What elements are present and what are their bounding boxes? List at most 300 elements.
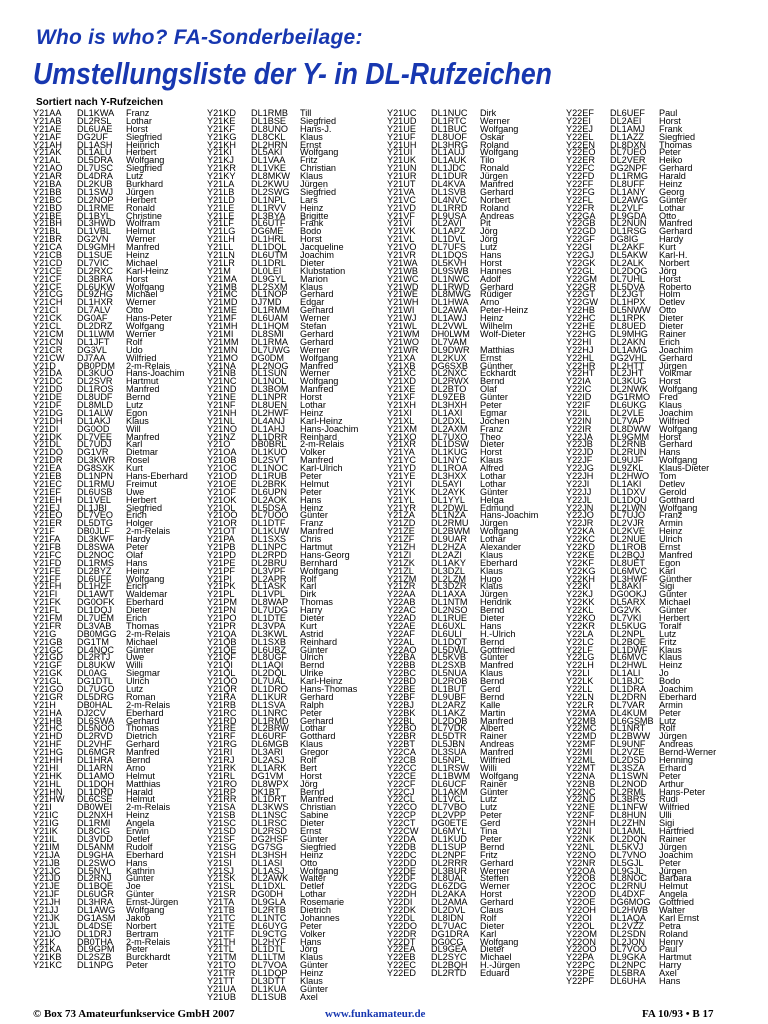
y-callsign: Y21SH [207,849,236,860]
operator-name: Andreas [480,739,514,750]
y-callsign: Y21MD [207,297,238,308]
y-callsign: Y22CO [387,802,417,813]
y-callsign: Y21PR [207,620,236,631]
dl-callsign: DL3DTT [251,975,286,986]
dl-callsign: DL8UKW [77,660,116,671]
dl-callsign: DL1DTL [251,944,285,955]
y-callsign: Y21KJ [207,155,234,166]
y-callsign: Y21RF [207,731,236,742]
dl-callsign: DG0DM [251,352,284,363]
y-callsign: Y21LA [207,179,235,190]
y-callsign: Y22DL [387,912,415,923]
operator-name: Holger [126,518,153,529]
y-callsign: Y21SJ [207,865,234,876]
operator-name: Petra [659,920,681,931]
dl-callsign: DL8MLD [77,399,114,410]
y-callsign: Y21FL [33,605,60,616]
operator-name: Manfred [300,455,334,466]
operator-name: Gerhard [300,305,334,316]
operator-name: Harald [126,786,153,797]
y-callsign: Y21KF [207,123,235,134]
operator-name: Willi [480,762,497,773]
y-callsign: Y21KA [33,944,62,955]
operator-name: Roberto [659,281,692,292]
operator-name: Ernst [480,352,502,363]
dl-callsign: DG0DH [251,889,283,900]
dl-callsign: DL5DRA [77,155,114,166]
dl-callsign: DL9GMM [610,431,650,442]
y-callsign: Y21BA [33,179,62,190]
dl-callsign: DL1HRA [77,755,114,766]
operator-name: Axel [659,968,677,979]
dl-callsign: DL8DXN [610,139,647,150]
dl-callsign: DL5DTG [77,518,114,529]
dl-callsign: DL7VAR [610,699,645,710]
y-callsign: Y22KL [566,605,594,616]
dl-callsign: DL2NPL [610,628,645,639]
y-callsign: Y21WC [387,273,419,284]
operator-name: Alexander [480,541,522,552]
operator-name: Hans [480,620,502,631]
y-callsign: Y21ZD [387,518,416,529]
y-callsign: Y21KH [207,139,236,150]
operator-name: Franz [480,423,504,434]
y-callsign: Y21CK [33,313,62,324]
dl-callsign: DL3KUG [610,376,647,387]
operator-name: Manfred [126,384,160,395]
operator-name: Klaus [480,455,503,466]
y-callsign: Y22LF [566,644,593,655]
operator-name: Bernd-Werner [659,747,717,758]
operator-name: Klaus-Dieter [659,463,710,474]
dl-callsign: DL2SXM [251,281,288,292]
operator-name: Klaus [300,171,323,182]
y-callsign: Y22IN [566,415,592,426]
y-callsign: Y22GW [566,297,598,308]
dl-callsign: DL1RMB [251,108,289,118]
dl-callsign: DL1BUT [431,684,466,695]
y-callsign: Y22GF [566,234,595,245]
y-callsign: Y21KB [33,952,62,963]
y-callsign: Y22IL [566,407,590,418]
y-callsign: Y21MI [207,328,234,339]
dl-callsign: DL7UDG [251,605,289,616]
operator-name: Lars [300,194,318,205]
y-callsign: Y21RL [207,770,235,781]
dl-callsign: DL8SWA [77,541,115,552]
y-callsign: Y22JG [566,463,594,474]
dl-callsign: DG1RMO [610,392,651,403]
dl-callsign: DL2SVT [251,455,286,466]
operator-name: Klaus [126,415,149,426]
operator-name: Karl-Heinz [300,415,343,426]
dl-callsign: DL1NPR [251,392,288,403]
dl-callsign: DL8UDF [77,392,113,403]
operator-name: Werner [480,865,510,876]
y-callsign: Y21JF [33,889,60,900]
dl-callsign: DG3VL [77,344,107,355]
operator-name: Uwe [126,486,145,497]
y-callsign: Y21QE [207,644,237,655]
operator-name: Heiko [659,155,683,166]
y-callsign: Y21CL [33,321,61,332]
y-callsign: Y21AO [33,163,63,174]
operator-name: Manfred [300,794,334,805]
operator-name: Karl-Ulrich [300,463,343,474]
operator-name: Frank [659,123,683,134]
y-callsign: Y21KG [207,131,237,142]
y-callsign: Y21HN [33,786,63,797]
dl-callsign: DL2KVE [610,526,645,537]
y-callsign: Y21UC [387,108,417,118]
operator-name: 2-m-Relais [126,699,171,710]
dl-callsign: DL7VOA [251,960,288,971]
operator-name: Eberhard [659,691,697,702]
y-callsign: Y22HB [566,305,595,316]
operator-name: Jürgen [659,360,687,371]
dl-callsign: DL2RVD [77,731,113,742]
y-callsign: Y21NE [207,392,236,403]
operator-name: Waldemar [126,589,168,600]
dl-callsign: DL1RRD [431,202,468,213]
operator-name: Bernd [126,755,151,766]
operator-name: Gerhard [480,281,514,292]
y-callsign: Y22GT [566,289,595,300]
operator-name: Angela [659,889,688,900]
dl-callsign: DL9CTG [251,928,288,939]
y-callsign: Y22KK [566,597,595,608]
dl-callsign: DL1NTM [431,597,468,608]
operator-name: Lutz [480,242,498,253]
dl-callsign: DL1NRT [610,723,646,734]
dl-callsign: DL1SUN [251,368,288,379]
operator-name: Günter [659,605,687,616]
operator-name: Hartmut [659,952,692,963]
y-callsign: Y22DE [387,865,416,876]
y-callsign: Y22FG [566,186,595,197]
dl-callsign: DL6UKW [77,281,116,292]
operator-name: Roman [126,691,156,702]
y-callsign: Y21VK [387,226,416,237]
operator-name: Manfred [659,218,693,229]
y-callsign: Y21GL [33,676,62,687]
dl-callsign: DL6MGB [251,739,289,750]
operator-name: Volkmar [659,368,692,379]
dl-callsign: DL1AKJ [77,415,111,426]
operator-name: Werner [480,881,510,892]
operator-name: Wolfgang [300,352,339,363]
y-callsign: Y21VC [387,194,416,205]
y-callsign: Y21VA [387,186,415,197]
operator-name: Hans-Joachim [480,510,539,521]
operator-name: Horst [659,273,681,284]
dl-callsign: DL5NOO [77,723,115,734]
y-callsign: Y22AO [387,644,417,655]
dl-callsign: DL2RPD [251,549,288,560]
operator-name: Lothar [659,202,685,213]
operator-name: Ulrike [300,668,324,679]
y-callsign: Y21NA [207,360,236,371]
operator-name: Wolfgang [480,147,519,158]
dl-callsign: DL6UHA [610,975,647,986]
y-callsign: Y21I [33,802,52,813]
y-callsign: Y22CP [387,810,416,821]
operator-name: Martin [480,707,506,718]
dl-callsign: DL1YYL [431,494,465,505]
dl-callsign: DL5NPL [431,755,466,766]
y-callsign: Y22CC [387,762,417,773]
dl-callsign: DL2DWL [431,502,469,513]
y-callsign: Y22CT [387,818,416,829]
y-callsign: Y21TH [207,936,236,947]
y-callsign: Y21HH [33,755,63,766]
dl-callsign: DL2ZHN [610,818,646,829]
y-callsign: Y22DH [387,889,417,900]
y-callsign: Y21SG [207,841,237,852]
operator-name: Hardy [126,534,151,545]
y-callsign: Y22NH [566,818,596,829]
dl-callsign: DL1ROS [77,384,114,395]
y-callsign: Y22LI [566,668,590,679]
operator-name: Axel [300,991,318,1002]
operator-name: Günter [480,652,508,663]
y-callsign: Y21TT [207,975,235,986]
dl-callsign: DL2JHT [610,368,644,379]
y-callsign: Y21DE [33,392,62,403]
dl-callsign: DL2RSL [77,115,112,126]
dl-callsign: DL1RMA [251,336,289,347]
dl-callsign: DL6ULI [431,628,462,639]
dl-callsign: DL2BQH [431,960,468,971]
operator-name: Peter [659,770,681,781]
y-callsign: Y22LN [566,691,594,702]
dl-callsign: DL2DXL [431,415,466,426]
y-callsign: Y21TE [207,920,235,931]
y-callsign: Y21MM [207,336,239,347]
operator-name: Rosemarie [300,897,345,908]
y-callsign: Y21SD [207,826,236,837]
operator-name: Peter [300,470,322,481]
y-callsign: Y22KC [566,534,595,545]
dl-callsign: DG2NPF [610,163,648,174]
y-callsign: Y21OO [207,510,238,521]
y-callsign: Y21IC [33,810,59,821]
operator-name: Klaus [480,581,503,592]
operator-name: Egmar [480,407,507,418]
dl-callsign: DL1JDC [431,163,466,174]
dl-callsign: DL5DSA [251,502,287,513]
operator-name: Rudolf [126,841,153,852]
dl-callsign: DL2NOP [77,194,114,205]
dl-callsign: DL9GLA [251,897,286,908]
dl-callsign: DL2NPC [610,960,647,971]
footer-url-link[interactable]: www.funkamateur.de [325,1008,426,1020]
operator-name: Gerhard [480,186,514,197]
y-callsign: Y21CW [33,352,65,363]
dl-callsign: DL1NSC [251,810,288,821]
dl-callsign: DL5BRA [610,968,646,979]
dl-callsign: DL2LWN [610,502,647,513]
operator-name: Lothar [126,115,152,126]
dl-callsign: DL1SWN [610,770,649,781]
dl-callsign: DL2NOC [77,549,115,560]
y-callsign: Y21DO [33,447,63,458]
y-callsign: Y21CF [33,281,62,292]
y-callsign: Y22GB [566,218,596,229]
y-callsign: Y22JB [566,439,593,450]
operator-name: Sabine [300,810,329,821]
y-callsign: Y22OD [566,889,596,900]
dl-callsign: DL3SZA [610,762,645,773]
y-callsign: Y21MC [207,289,238,300]
dl-callsign: DL1DRJ [77,928,112,939]
operator-name: Christian [300,802,337,813]
operator-name: Wolfgang [300,865,339,876]
y-callsign: Y21OC [207,463,237,474]
dl-callsign: DL1AXI [431,407,463,418]
operator-name: Hans-Eberhard [126,470,188,481]
operator-name: Gerd [480,818,501,829]
dl-callsign: DG2VHL [610,352,647,363]
dl-callsign: DL8WPX [251,778,289,789]
dl-callsign: DL1NPL [251,194,286,205]
y-callsign: Y21FM [33,613,63,623]
operator-name: Günter [480,786,508,797]
y-callsign: Y22OC [566,881,596,892]
operator-name: Freimut [126,478,157,489]
y-callsign: Y22PF [566,975,594,986]
operator-name: Gerhard [300,289,334,300]
operator-name: Roland [480,139,509,150]
operator-name: Bert [300,762,317,773]
dl-callsign: DL1RME [77,202,115,213]
operator-name: Horst [126,123,148,134]
dl-callsign: DL3ARI [251,747,283,758]
operator-name: Bernd [480,676,505,687]
y-callsign: Y21DA [33,368,62,379]
dl-callsign: DG0ETE [431,818,468,829]
y-callsign: Y21DR [33,455,63,466]
dl-callsign: DL1ASK [251,581,286,592]
y-callsign: Y22JL [566,494,592,505]
y-callsign: Y21PF [207,565,235,576]
footer-page-number: FA 10/93 • B 17 [642,1008,714,1020]
operator-name: Günther [659,573,692,584]
y-callsign: Y21YD [387,463,416,474]
operator-name: Hans-Peter [126,313,173,324]
y-callsign: Y21LD [207,194,235,205]
y-callsign: Y21KE [207,115,236,126]
operator-name: Günter [480,486,508,497]
dl-callsign: DL1SXB [251,636,286,647]
dl-callsign: DL8UFF [610,179,645,190]
y-callsign: Y22NO [566,849,596,860]
y-callsign: Y21UK [387,155,416,166]
operator-name: Siegfried [126,131,163,142]
y-callsign: Y21IK [33,826,58,837]
y-callsign: Y21OT [207,526,236,537]
dl-callsign: DL1ASH [77,139,113,150]
y-callsign: Y21XB [387,360,416,371]
dl-callsign: DL1VAA [251,155,286,166]
operator-name: Eberhard [126,707,164,718]
y-callsign: Y21PN [207,605,236,616]
y-callsign: Y21NB [207,368,236,379]
dl-callsign: DL7VAP [610,415,645,426]
dl-callsign: DL4KUM [610,707,648,718]
operator-name: Kurt [659,242,676,253]
operator-name: Thomas [300,597,333,608]
operator-name: Helmut [126,226,155,237]
dl-callsign: DL7VBO [431,802,468,813]
dl-callsign: DL1KUA [251,983,287,994]
dl-callsign: DL8UNO [251,123,289,134]
operator-name: Hannes [480,265,512,276]
dl-callsign: DL1AQA [610,912,647,923]
dl-callsign: DL1NYC [431,455,468,466]
dl-callsign: DL1KUR [251,691,288,702]
y-callsign: Y22OE [566,897,596,908]
operator-name: Jörg [480,226,498,237]
operator-name: Brigitte [300,210,329,221]
dl-callsign: DL8CKL [251,131,286,142]
dl-callsign: DL4NQC [77,644,115,655]
operator-name: Claus [480,904,504,915]
y-callsign: Y21PO [207,613,237,623]
y-callsign: Y21BR [33,234,62,245]
operator-name: Walter [659,904,686,915]
dl-callsign: DL6UAM [251,313,289,324]
y-callsign: Y22BK [387,707,416,718]
dl-callsign: DL1RSW [431,762,470,773]
operator-name: Lothar [300,723,326,734]
operator-name: Otto [126,305,144,316]
y-callsign: Y22NE [566,802,595,813]
operator-name: Jürgen [480,589,508,600]
dl-callsign: DL1RMD [251,715,289,726]
operator-name: Arno [126,762,146,773]
dl-callsign: DL7VEO [77,510,114,521]
operator-name: Karl [126,439,143,450]
dl-callsign: DL1AKZ [431,707,466,718]
y-callsign: Y22FL [566,194,593,205]
y-callsign: Y21MF [207,313,237,324]
operator-name: Norbert [480,194,511,205]
dl-callsign: DL2ASJ [251,755,285,766]
dl-callsign: DL1NFW [610,802,648,813]
dl-callsign: DL1AQI [251,660,284,671]
operator-name: Manfred [300,360,334,371]
operator-name: Siegfried [659,131,696,142]
dl-callsign: DG6SXB [431,360,469,371]
y-callsign: Y22IC [566,384,592,395]
dl-callsign: DL2RNJ [77,873,112,884]
dl-callsign: DL2BQE [610,636,647,647]
y-callsign: Y21FF [33,573,61,584]
operator-name: Toralf [659,620,682,631]
y-callsign: Y21WD [387,281,419,292]
operator-name: Olaf [126,549,143,560]
operator-name: Manfred [659,549,693,560]
operator-name: H.-Ulrich [480,628,516,639]
dl-callsign: DL7UEM [77,613,115,623]
dl-callsign: DL5KVB [431,652,466,663]
y-callsign: Y21IL [33,833,57,844]
y-callsign: Y21FE [33,565,61,576]
y-callsign: Y22AC [387,605,416,616]
dl-callsign: DL8AKI [610,581,642,592]
operator-name: Michael [480,952,512,963]
